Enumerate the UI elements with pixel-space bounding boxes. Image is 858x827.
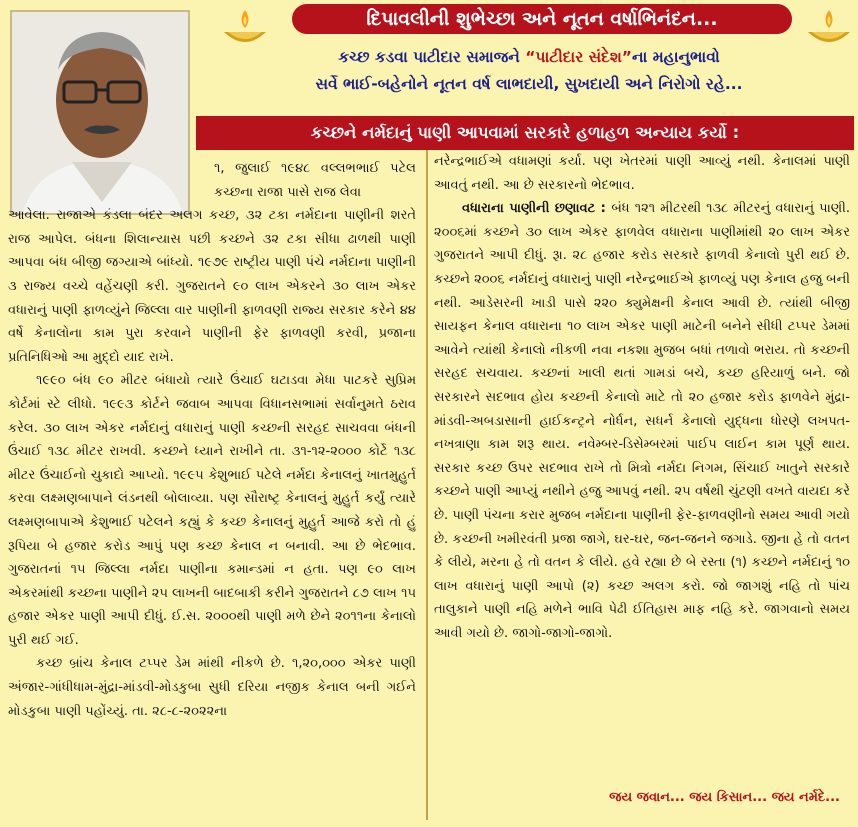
paragraph: આવેલા. રાજાએ કંડલા બંદર અલગ કચ્છ, ૩૨ ટકા નર્મદાના પાણીની શરતે રાજ આપેલ. બંધના શિલાન્યાસ પછી કચ્છને ૩૨ ટકા સીધા ઢાળથી પાણી આપવા બંધ બીજી જગ્યાએ બાંધ્યો. ૧૯૭૯ રાષ્ટ્રીય પાણી પંચે નર્મદાના પાણીની ૩ રાજ્ય વચ્ચે વહેંચણી કરી. ગુજરાતને ૯૦ લાખ એકરને ૩૦ લાખ એકર વધારાનું પાણી ફાળવ્યુંને જિલ્લા વાર પાણીની ફાળવણી રાજ્ય સરકાર કરેને ૪૪ વર્ષે કેનાલોના કામ પુરા કરવાને પાણીની ફેર ફાળવણી કરવી, પ્રજાના પ્રતિનિધિઓ આ મુદ્દો યાદ રાખે. [8,208,416,365]
article-headline: કચ્છને નર્મદાનું પાણી આપવામાં સરકારે હળાહળ અન્યાય કર્યો : [196,116,854,150]
column-divider [426,150,428,820]
greeting-message [204,44,854,98]
paragraph: ૧, જુલાઈ ૧૯૪૮ વલ્લભભાઈ પટેલ કચ્છના રાજા પાસે રાજ લેવા [214,161,416,200]
greeting-banner: દિપાવલીની શુભેચ્છા અને નૂતન વર્ષાભિનંદન... [292,4,792,34]
paragraph: ૧૯૯૦ બંધ ૯૦ મીટર બંધાયો ત્યારે ઉંચાઈ ઘટાડવા મેધા પાટકરે સુપ્રિમ કોર્ટમાં સ્ટે લીધો. ૧૯૯૩ કોર્ટને જવાબ આપવા વિધાનસભામાં સર્વાનુમતે ઠરાવ કરેલ. ૩૦ લાખ એકર નર્મદાનું વધારાનું પાણી કચ્છની સરહદ સાચવવા બંધની ઉંચાઈ ૧૩૮ મીટર રાખવી. કચ્છને ધ્યાને રાખીને તા. ૩૧-૧૨-૨૦૦૦ કોર્ટે ૧૩૮ મીટર ઉંચાઈનો ચુકાદો આપ્યો. ૧૯૯૫ કેશુભાઈ પટેલે નર્મદા કેનાલનું ખાતમુહુર્ત કરવા લક્ષ્મણબાપાને લંડનથી બોલાવ્યા. પણ સૌરાષ્ટ્ર કેનાલનું મુહુર્ત કર્યું ત્યારે લક્ષ્મણબાપાએ કેશુભાઈ પટેલને કહ્યું કે કચ્છ કેનાલનું મુહુર્ત આજે કરો તો હું રૂપિયા બે હજાર કરોડ આપું પણ કચ્છ કેનાલ ન બનાવી. આ છે ભેદભાવ. ગુજરાતનાં ૧૫ જિલ્લા નર્મદા પાણીના કમાન્ડમાં ન હતા. પણ ૯૦ લાખ એકરમાંથી કચ્છના પાણીને ૨૫ લાખની બાદબાકી કરીને ગુજરાતને ૮૭ લાખ ૧૫ હજાર એકર પાણી આપી દીધું. ઈ.સ. ૨૦૦૦થી પાણી મળે છેને ૨૦૧૧ના કેનાલો પુરી થઈ ગઈ. [8,373,416,648]
slogan: જય જવાન... જય કિસાન... જય નર્મદે... [609,790,840,805]
paragraph: કચ્છ બ્રાંચ કેનાલ ટપ્પર ડેમ માંથી નીકળે છે. ૧,૨૦,૦૦૦ એકર પાણી અંજાર-ગાંધીધામ-મુંદ્રા-માંડવી-મોડકુબા સુધી દરિયા નજીક કેનાલ બની ગઈને મોડકુબા પાણી પહોંચ્યું. તા. ૨૮-૮-૨૦૨૨ના [8,656,416,719]
newspaper-name: “પાટીદાર સંદેશ” [525,48,632,66]
paragraph: વધારાના પાણીની છણાવટ : બંધ ૧૨૧ મીટરથી ૧૩૮ મીટરનું વધારાનું પાણી. ૨૦૦૬માં કચ્છને ૩૦ લાખ એકર ફાળવેલ વધારાના પાણીમાંથી ૨૦ લાખ એકર ગુજરાતને આપી દીધું. રૂા. ૨૮ હજાર કરોડ સરકારે ફાળવી કેનાલો પુરી થઈ છે. કચ્છને ૨૦૦૬ નર્મદાનું વધારાનું પાણી નરેન્દ્રભાઈએ ફાળવ્યું પણ કેનાલ હજુ બની નથી. આડેસરની ખાડી પાસે ૨૨૦ ક્યુમેક્ષની કેનાલ આવી છે. ત્યાંથી બીજી સાયફન કેનાલ વધારાના ૧૦ લાખ એકર પાણી માટેની બનેને સીધી ટપ્પર ડેમમાં આવેને ત્યાંથી કેનાલો નીકળી નવા નકશા મુજબ બધાં તળાવો ભરાય. તો કચ્છની સરહદ સચવાય. કચ્છનાં ખાલી થતાં ગામડાં બચે, કચ્છ હરિયાળું બને. જો સરકારને સદભાવ હોય કચ્છની કેનાલો માટે તો ૨૦ હજાર કરોડ ફાળવેને મુંદ્રા-માંડવી-અબડાસાની હાઈકન્ટ્રને નોર્ધન, સધર્ન કેનાલો યુદ્ધના ધોરણે લખપત-નખત્રાણા કામ શરૂ થાય. નવેમ્બર-ડિસેમ્બરમાં પાઈપ લાઈન કામ પૂર્ણ થાય. સરકાર કચ્છ ઉપર સદભાવ રાખે તો મિત્રો નર્મદા નિગમ, સિંચાઈ ખાતુને સરકારે કચ્છને પાણી આપ્યું નથીને હજુ આપવું નથી. ૨૫ વર્ષથી ચુંટણી વખતે વાયદા કરે છે. પાણી પંચના કરાર મુજબ નર્મદાના પાણીની ફેર-ફાળવણીનો સમય આવી ગયો છે. કચ્છની ખમીરવંતી પ્રજા જાગે, ઘર-ઘર, જન-જનને જગાડે. જીના હે તો વતન કે લીયે, મરના હે તો વતન કે લીયે. હવે રહ્યા છે બે રસ્તા (૧) કચ્છને નર્મદાનું ૧૦ લાખ વધારાનું પાણી આપો (૨) કચ્છ અલગ કરો. જો જાગશું નહિ તો પાંચ તાલુકાને પાણી નહિ મળેને ભાવિ પેઢી ઈતિહાસ માફ નહિ કરે. જાગવાનો સમય આવી ગયો છે. જાગો-જાગો-જાગો. [434,201,850,641]
greeting-line-2: સર્વે ભાઈ-બહેનોને નૂતન વર્ષ લાભદાયી, સુખદાયી અને નિરોગો રહે... [315,75,743,93]
subheading: વધારાના પાણીની છણાવટ : [462,201,612,217]
greeting-line-1: કચ્છ કડવા પાટીદાર સમાજને “પાટીદાર સંદેશ”ના મહાનુભાવો [338,48,720,66]
paragraph: નરેન્દ્રભાઈએ વધામણાં કર્યા. પણ ખેતરમાં પાણી આવ્યું નથી. કેનાલમાં પાણી આવતું નથી. આ છે સરકારનો ભેદભાવ. [434,154,850,193]
left-column [8,157,416,723]
right-column [434,150,850,645]
